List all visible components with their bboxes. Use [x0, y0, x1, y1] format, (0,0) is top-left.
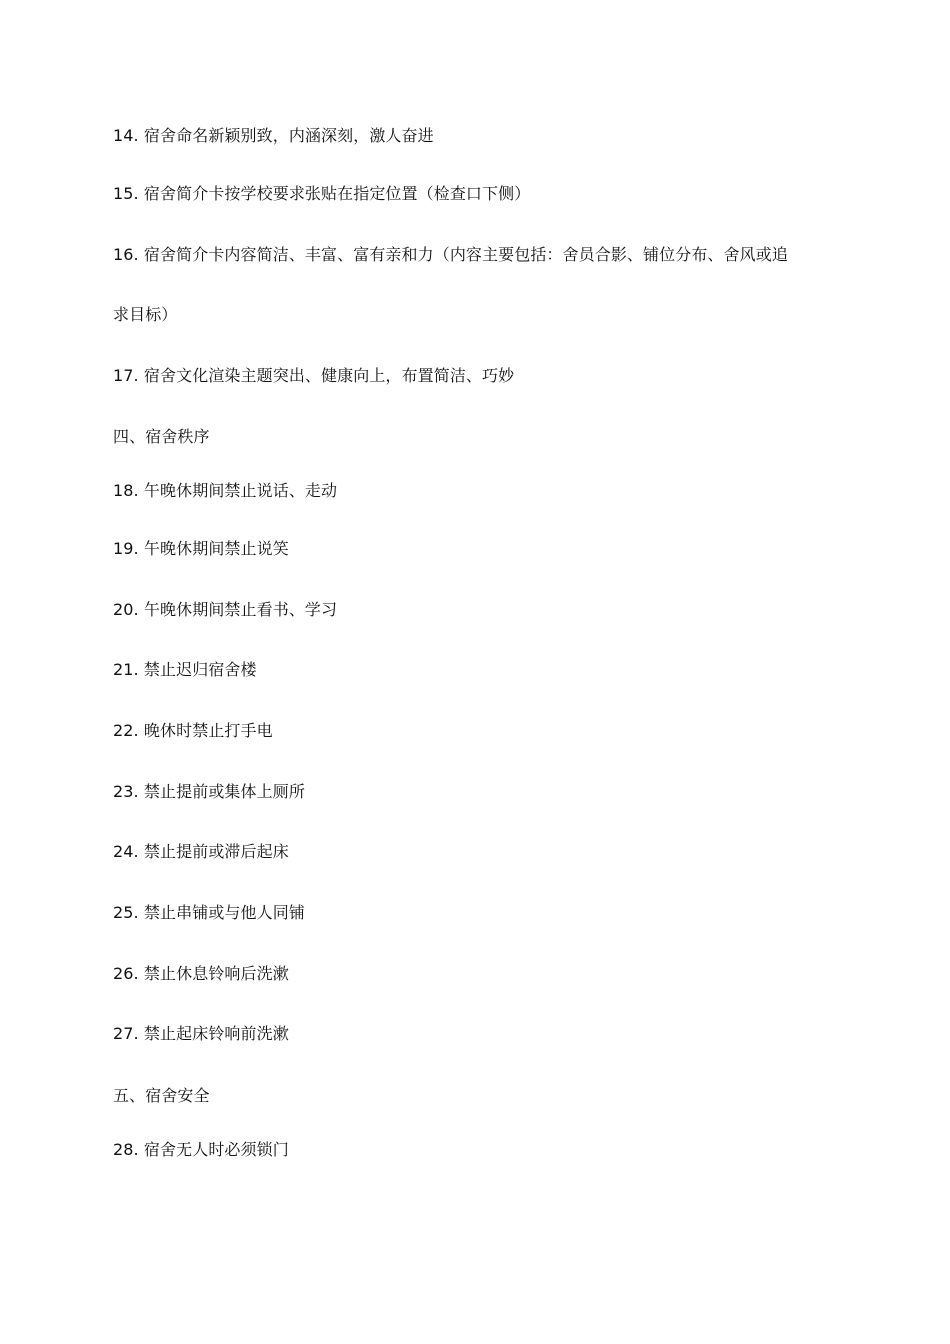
item-22: 22. 晚休时禁止打手电 — [113, 721, 273, 740]
item-15: 15. 宿舍简介卡按学校要求张贴在指定位置（检查口下侧） — [113, 184, 531, 203]
section-heading-dorm-order: 四、宿舍秩序 — [113, 427, 210, 446]
item-18: 18. 午晚休期间禁止说话、走动 — [113, 481, 338, 500]
item-20: 20. 午晚休期间禁止看书、学习 — [113, 600, 338, 619]
item-21: 21. 禁止迟归宿舍楼 — [113, 660, 257, 679]
item-16-continued: 求目标） — [113, 305, 178, 324]
item-26: 26. 禁止休息铃响后洗漱 — [113, 964, 289, 983]
item-16: 16. 宿舍简介卡内容简洁、丰富、富有亲和力（内容主要包括：舍员合影、铺位分布、舍风或追 — [113, 245, 788, 264]
item-19: 19. 午晚休期间禁止说笑 — [113, 539, 289, 558]
item-28: 28. 宿舍无人时必须锁门 — [113, 1140, 289, 1159]
item-17: 17. 宿舍文化渲染主题突出、健康向上，布置简洁、巧妙 — [113, 366, 515, 385]
item-23: 23. 禁止提前或集体上厕所 — [113, 782, 305, 801]
item-24: 24. 禁止提前或滞后起床 — [113, 842, 289, 861]
section-heading-dorm-safety: 五、宿舍安全 — [113, 1086, 210, 1105]
item-27: 27. 禁止起床铃响前洗漱 — [113, 1024, 289, 1043]
item-25: 25. 禁止串铺或与他人同铺 — [113, 903, 305, 922]
item-14: 14. 宿舍命名新颖别致，内涵深刻，激人奋进 — [113, 126, 434, 145]
